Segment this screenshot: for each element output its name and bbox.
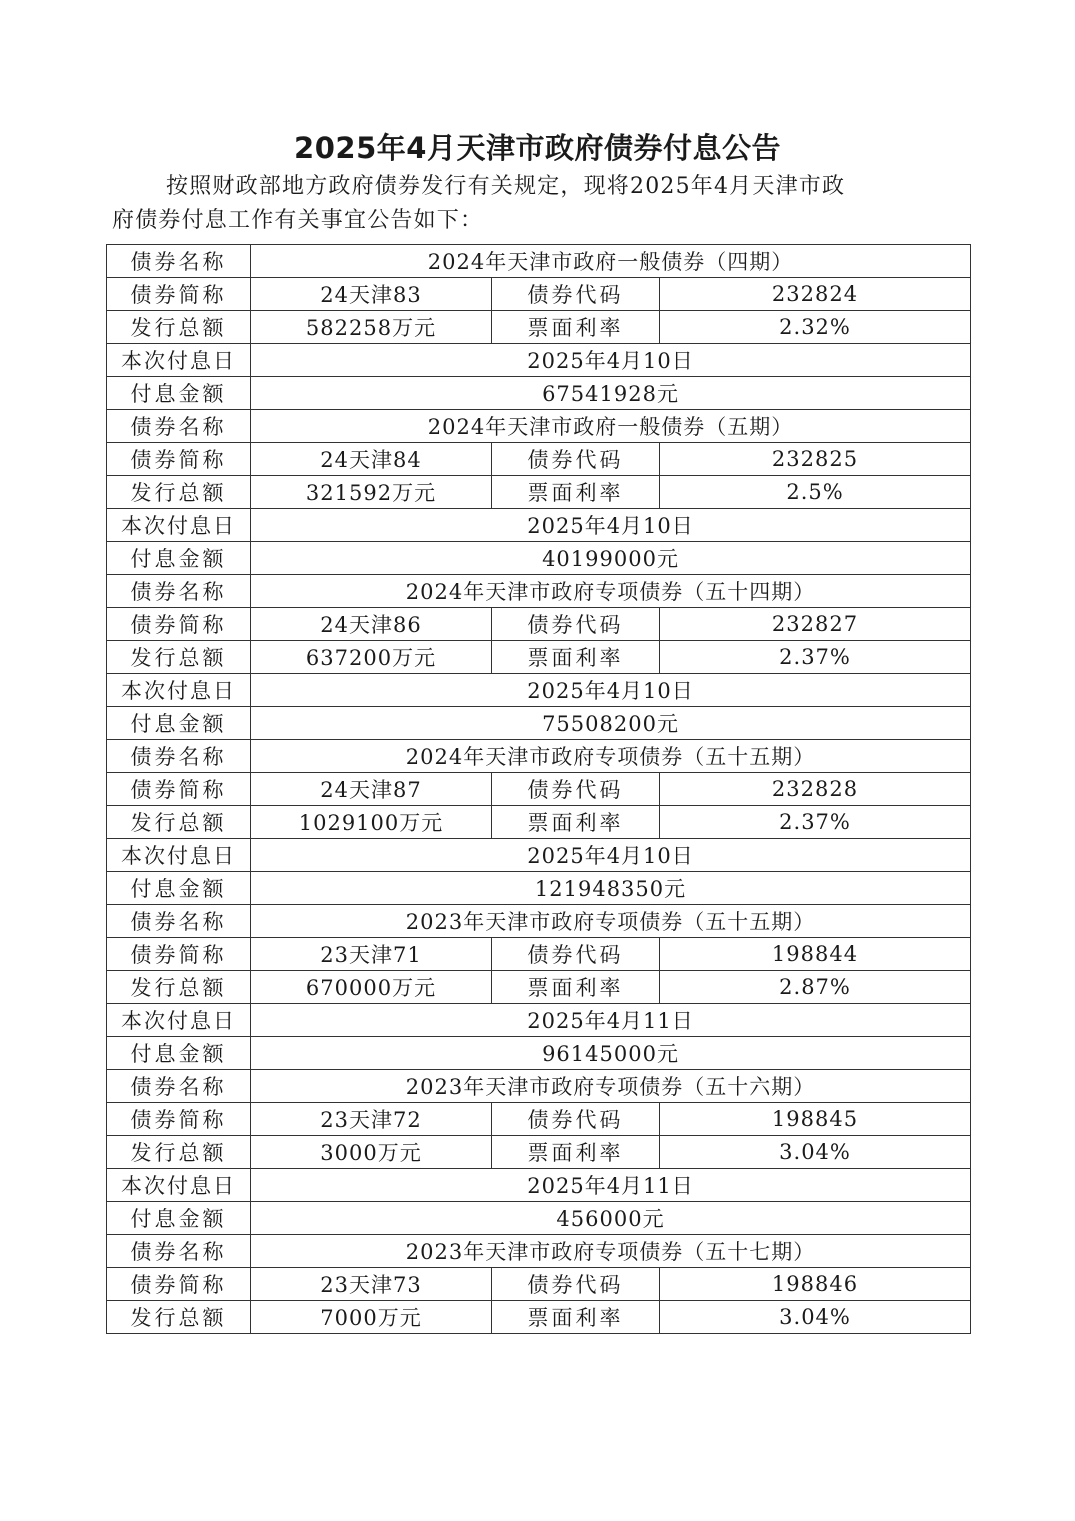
label-bond-short: 债券简称	[107, 1268, 251, 1301]
label-coupon-rate: 票面利率	[492, 971, 660, 1004]
bond-total-row	[107, 311, 971, 344]
label-coupon-rate: 票面利率	[492, 476, 660, 509]
label-payment-date: 本次付息日	[107, 1004, 251, 1037]
label-payment-amount: 付息金额	[107, 1202, 251, 1235]
payment-amount-value: 40199000元	[251, 542, 971, 575]
label-bond-code: 债券代码	[492, 773, 660, 806]
label-bond-name: 债券名称	[107, 410, 251, 443]
bond-short-row	[107, 278, 971, 311]
issue-total-value: 321592万元	[251, 476, 492, 509]
label-bond-name: 债券名称	[107, 1235, 251, 1268]
payment-amount-row	[107, 1037, 971, 1070]
label-issue-total: 发行总额	[107, 971, 251, 1004]
intro-paragraph	[112, 170, 972, 238]
label-payment-amount: 付息金额	[107, 872, 251, 905]
label-coupon-rate: 票面利率	[492, 641, 660, 674]
bond-table	[106, 244, 971, 1334]
payment-amount-row	[107, 1202, 971, 1235]
bond-name-value: 2023年天津市政府专项债券（五十七期）	[251, 1235, 971, 1268]
payment-date-value: 2025年4月11日	[251, 1004, 971, 1037]
label-bond-code: 债券代码	[492, 278, 660, 311]
bond-code-value: 232824	[660, 278, 971, 311]
label-payment-amount: 付息金额	[107, 542, 251, 575]
bond-name-value: 2024年天津市政府专项债券（五十四期）	[251, 575, 971, 608]
issue-total-value: 670000万元	[251, 971, 492, 1004]
label-issue-total: 发行总额	[107, 476, 251, 509]
label-bond-code: 债券代码	[492, 1103, 660, 1136]
bond-total-row	[107, 971, 971, 1004]
bond-name-row	[107, 740, 971, 773]
label-bond-short: 债券简称	[107, 443, 251, 476]
payment-date-row	[107, 674, 971, 707]
payment-amount-row	[107, 707, 971, 740]
label-payment-date: 本次付息日	[107, 1169, 251, 1202]
coupon-rate-value: 2.87%	[660, 971, 971, 1004]
payment-amount-value: 456000元	[251, 1202, 971, 1235]
bond-name-row	[107, 1070, 971, 1103]
payment-date-row	[107, 839, 971, 872]
payment-date-row	[107, 509, 971, 542]
bond-name-row	[107, 410, 971, 443]
payment-amount-value: 96145000元	[251, 1037, 971, 1070]
bond-short-value: 23天津71	[251, 938, 492, 971]
label-payment-date: 本次付息日	[107, 509, 251, 542]
payment-date-value: 2025年4月11日	[251, 1169, 971, 1202]
payment-amount-row	[107, 872, 971, 905]
label-coupon-rate: 票面利率	[492, 311, 660, 344]
payment-date-row	[107, 1004, 971, 1037]
coupon-rate-value: 3.04%	[660, 1136, 971, 1169]
label-payment-amount: 付息金额	[107, 707, 251, 740]
bond-name-row	[107, 905, 971, 938]
bond-short-value: 24天津86	[251, 608, 492, 641]
payment-amount-value: 67541928元	[251, 377, 971, 410]
bond-name-value: 2024年天津市政府一般债券（四期）	[251, 245, 971, 278]
label-bond-code: 债券代码	[492, 443, 660, 476]
payment-date-value: 2025年4月10日	[251, 839, 971, 872]
bond-code-value: 198845	[660, 1103, 971, 1136]
bond-total-row	[107, 641, 971, 674]
bond-short-row	[107, 773, 971, 806]
label-coupon-rate: 票面利率	[492, 1136, 660, 1169]
bond-total-row	[107, 1136, 971, 1169]
label-payment-date: 本次付息日	[107, 674, 251, 707]
intro-line-2: 府债券付息工作有关事宜公告如下：	[112, 208, 484, 233]
coupon-rate-value: 2.5%	[660, 476, 971, 509]
bond-name-value: 2023年天津市政府专项债券（五十六期）	[251, 1070, 971, 1103]
label-payment-date: 本次付息日	[107, 344, 251, 377]
bond-name-row	[107, 1235, 971, 1268]
label-issue-total: 发行总额	[107, 1301, 251, 1334]
coupon-rate-value: 3.04%	[660, 1301, 971, 1334]
bond-total-row	[107, 806, 971, 839]
label-payment-date: 本次付息日	[107, 839, 251, 872]
bond-name-row	[107, 575, 971, 608]
bond-short-row	[107, 608, 971, 641]
payment-amount-row	[107, 377, 971, 410]
bond-total-row	[107, 476, 971, 509]
bond-name-value: 2024年天津市政府专项债券（五十五期）	[251, 740, 971, 773]
bond-short-value: 24天津83	[251, 278, 492, 311]
label-payment-amount: 付息金额	[107, 377, 251, 410]
page-title: 2025年4月天津市政府债券付息公告	[294, 131, 781, 165]
label-coupon-rate: 票面利率	[492, 806, 660, 839]
label-bond-name: 债券名称	[107, 1070, 251, 1103]
payment-amount-row	[107, 542, 971, 575]
issue-total-value: 582258万元	[251, 311, 492, 344]
issue-total-value: 1029100万元	[251, 806, 492, 839]
payment-amount-value: 75508200元	[251, 707, 971, 740]
issue-total-value: 3000万元	[251, 1136, 492, 1169]
label-issue-total: 发行总额	[107, 641, 251, 674]
payment-date-row	[107, 1169, 971, 1202]
label-bond-name: 债券名称	[107, 740, 251, 773]
bond-name-value: 2023年天津市政府专项债券（五十五期）	[251, 905, 971, 938]
payment-date-value: 2025年4月10日	[251, 674, 971, 707]
label-bond-short: 债券简称	[107, 278, 251, 311]
bond-name-row	[107, 245, 971, 278]
bond-code-value: 198844	[660, 938, 971, 971]
bond-short-row	[107, 938, 971, 971]
bond-short-row	[107, 1103, 971, 1136]
label-bond-short: 债券简称	[107, 608, 251, 641]
bond-short-value: 24天津84	[251, 443, 492, 476]
label-coupon-rate: 票面利率	[492, 1301, 660, 1334]
bond-table-body	[107, 245, 971, 1334]
bond-short-value: 23天津72	[251, 1103, 492, 1136]
payment-amount-value: 121948350元	[251, 872, 971, 905]
label-bond-code: 债券代码	[492, 608, 660, 641]
label-issue-total: 发行总额	[107, 1136, 251, 1169]
coupon-rate-value: 2.32%	[660, 311, 971, 344]
payment-date-row	[107, 344, 971, 377]
label-bond-short: 债券简称	[107, 773, 251, 806]
bond-code-value: 232825	[660, 443, 971, 476]
bond-name-value: 2024年天津市政府一般债券（五期）	[251, 410, 971, 443]
label-bond-code: 债券代码	[492, 938, 660, 971]
label-bond-short: 债券简称	[107, 938, 251, 971]
label-bond-name: 债券名称	[107, 905, 251, 938]
label-issue-total: 发行总额	[107, 311, 251, 344]
label-bond-name: 债券名称	[107, 575, 251, 608]
payment-date-value: 2025年4月10日	[251, 344, 971, 377]
label-bond-name: 债券名称	[107, 245, 251, 278]
bond-short-row	[107, 443, 971, 476]
label-issue-total: 发行总额	[107, 806, 251, 839]
issue-total-value: 7000万元	[251, 1301, 492, 1334]
bond-total-row	[107, 1301, 971, 1334]
intro-line-1: 按照财政部地方政府债券发行有关规定，现将2025年4月天津市政	[166, 174, 846, 199]
issue-total-value: 637200万元	[251, 641, 492, 674]
bond-short-row	[107, 1268, 971, 1301]
bond-short-value: 23天津73	[251, 1268, 492, 1301]
label-payment-amount: 付息金额	[107, 1037, 251, 1070]
bond-code-value: 232827	[660, 608, 971, 641]
bond-code-value: 198846	[660, 1268, 971, 1301]
bond-code-value: 232828	[660, 773, 971, 806]
label-bond-short: 债券简称	[107, 1103, 251, 1136]
label-bond-code: 债券代码	[492, 1268, 660, 1301]
bond-short-value: 24天津87	[251, 773, 492, 806]
payment-date-value: 2025年4月10日	[251, 509, 971, 542]
coupon-rate-value: 2.37%	[660, 806, 971, 839]
coupon-rate-value: 2.37%	[660, 641, 971, 674]
